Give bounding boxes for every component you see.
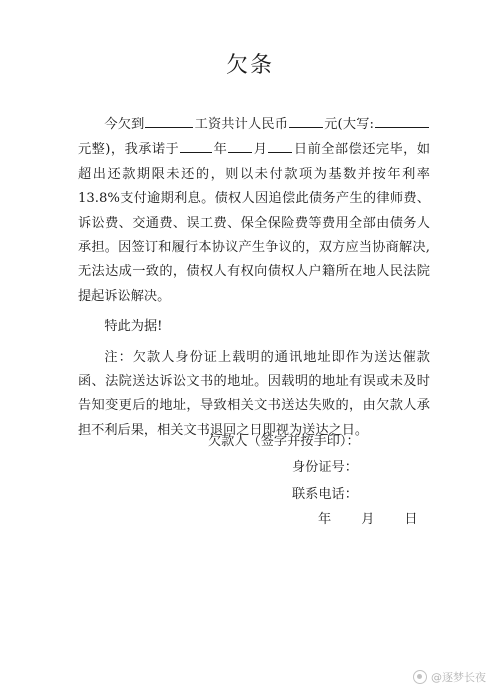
note-paragraph: 注：欠款人身份证上载明的通讯地址即作为送达催款函、法院送达诉讼文书的地址。因载明的地址有误或未及时告知变更后的地址，导致相关文书送达失败的，由欠款人承担不利后果，相关文书退回之日即视为送达之日。 — [78, 349, 430, 438]
text-segment: 月 — [253, 142, 268, 158]
text-segment: 日前全部偿还完毕，如超出还款期限未还的，则以未付款项为基数并按年利率 13.8%支付逾期利息。债权人因追偿此债务产生的律师费、诉讼费、交通费、误工费、保全保险费等费用全部由债务人承担。因签订和履行本协议产生争议的，双方应当协商解决,无法达成一致的，债权人有权向债权人户籍所在地人民法院提起诉讼解决。 — [78, 142, 431, 304]
circle-logo-icon — [413, 670, 427, 684]
main-paragraph — [78, 112, 430, 309]
year-blank — [180, 137, 212, 153]
month-blank — [228, 137, 252, 153]
declaration-paragraph: 特此为据! — [104, 319, 163, 335]
document-body — [78, 112, 430, 443]
watermark-text: @逐梦长夜 — [431, 671, 486, 684]
date-year: 年 — [318, 512, 332, 527]
text-segment: 今欠到 — [104, 117, 145, 132]
amount-blank — [289, 112, 323, 128]
id-number-label: 身份证号： — [292, 460, 358, 475]
text-segment: 工资共计人民币 — [194, 117, 289, 132]
day-blank — [268, 137, 292, 153]
watermark — [413, 669, 486, 685]
date-line — [318, 510, 418, 530]
debtor-signature-label: 欠款人（签字并按手印）： — [208, 434, 360, 449]
text-segment: 元(大写: — [324, 117, 375, 132]
text-segment: 元整)，我承诺于 — [78, 142, 180, 158]
date-day: 日 — [404, 512, 418, 527]
amount-words-blank — [375, 112, 429, 128]
date-month: 月 — [361, 512, 375, 527]
phone-label: 联系电话： — [292, 487, 358, 502]
creditor-blank — [145, 112, 193, 128]
document-title: 欠条 — [225, 53, 274, 78]
text-segment: 年 — [213, 142, 228, 158]
